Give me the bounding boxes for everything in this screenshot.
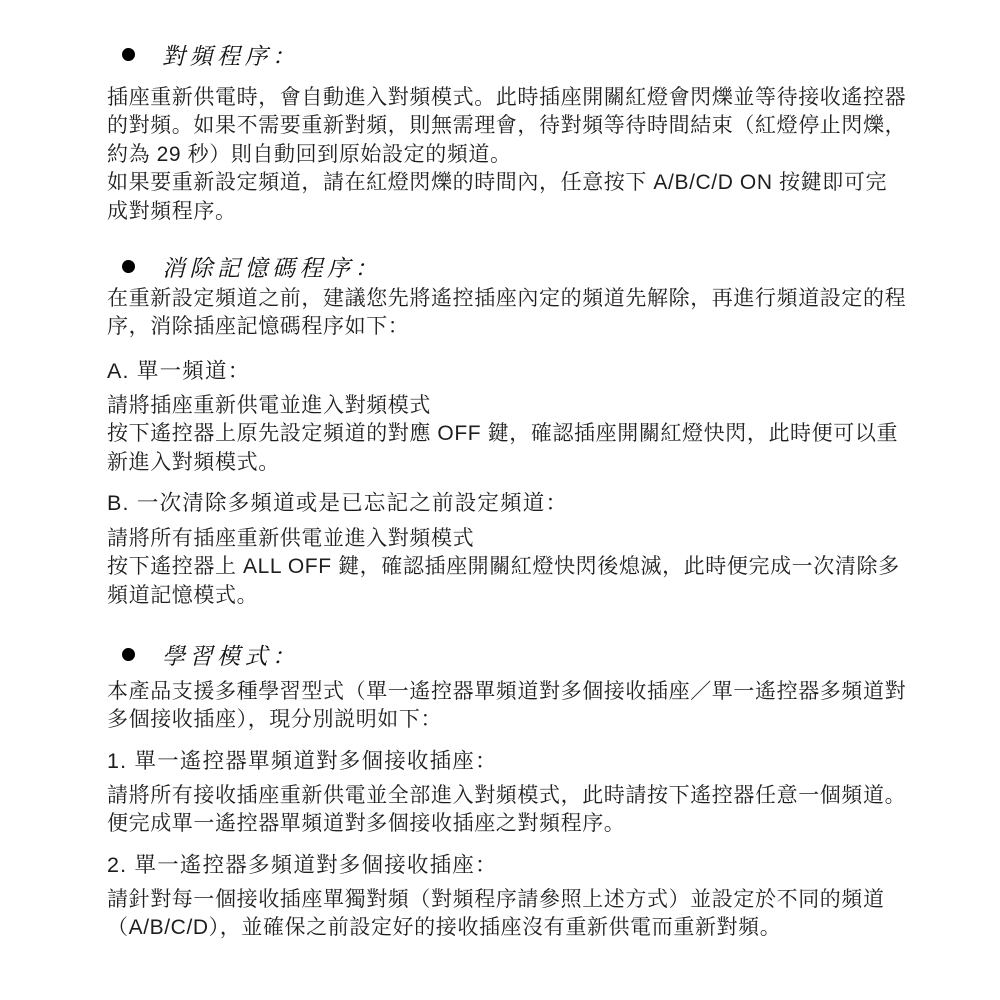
section-title: 對頻程序：: [162, 44, 300, 69]
item-label-clear-multi-channel: B. 一次清除多頻道或是已忘記之前設定頻道：: [107, 491, 569, 515]
section-header-clear-memory: [122, 250, 382, 283]
learning-mode-intro-text: 本產品支援多種學習型式（單一遙控器單頻道對多個接收插座／單一遙控器多頻道對 多個接收插座），現分別説明如下：: [107, 680, 907, 732]
item-label-single-remote-single-channel: 1. 單一遙控器單頻道對多個接收插座：: [107, 749, 498, 773]
item-label-single-channel: A. 單一頻道：: [107, 359, 251, 383]
single-channel-text: 請將插座重新供電並進入對頻模式 按下遙控器上原先設定頻道的對應 OFF 鍵，確認插座開關紅燈快閃，此時便可以重 新進入對頻模式。: [107, 394, 899, 474]
section-header-learning-mode: [122, 638, 300, 671]
clear-multi-channel-text: 請將所有插座重新供電並進入對頻模式 按下遙控器上 ALL OFF 鍵，確認插座開關紅燈快閃後熄滅，此時便完成一次清除多 頻道記憶模式。: [107, 527, 900, 607]
section-title: 消除記憶碼程序：: [162, 256, 382, 281]
section-header-pairing: [122, 38, 300, 71]
bullet-icon: [122, 260, 135, 273]
section-title: 學習模式：: [162, 644, 300, 669]
clear-memory-intro-text: 在重新設定頻道之前，建議您先將遙控插座內定的頻道先解除，再進行頻道設定的程 序，消除插座記憶碼程序如下：: [107, 287, 907, 339]
bullet-icon: [122, 648, 135, 661]
bullet-icon: [122, 48, 135, 61]
single-remote-multi-channel-text: 請針對每一個接收插座單獨對頻（對頻程序請參照上述方式）並設定於不同的頻道 （A/B/C/D），並確保之前設定好的接收插座沒有重新供電而重新對頻。: [107, 888, 885, 940]
pairing-procedure-text: 插座重新供電時，會自動進入對頻模式。此時插座開關紅燈會閃爍並等待接收遙控器 的對頻。如果不需要重新對頻，則無需理會，待對頻等待時間結束（紅燈停止閃爍， 約為 29 秒）則自動回到原始設定的頻道。 如果要重新設定頻道，請在紅燈閃爍的時間內，任意按下 A/B/C/D ON 按鍵即可完 成對頻程序。: [107, 86, 907, 223]
item-label-single-remote-multi-channel: 2. 單一遙控器多頻道對多個接收插座：: [107, 853, 498, 877]
single-remote-single-channel-text: 請將所有接收插座重新供電並全部進入對頻模式，此時請按下遙控器任意一個頻道。 便完成單一遙控器單頻道對多個接收插座之對頻程序。: [107, 784, 907, 836]
